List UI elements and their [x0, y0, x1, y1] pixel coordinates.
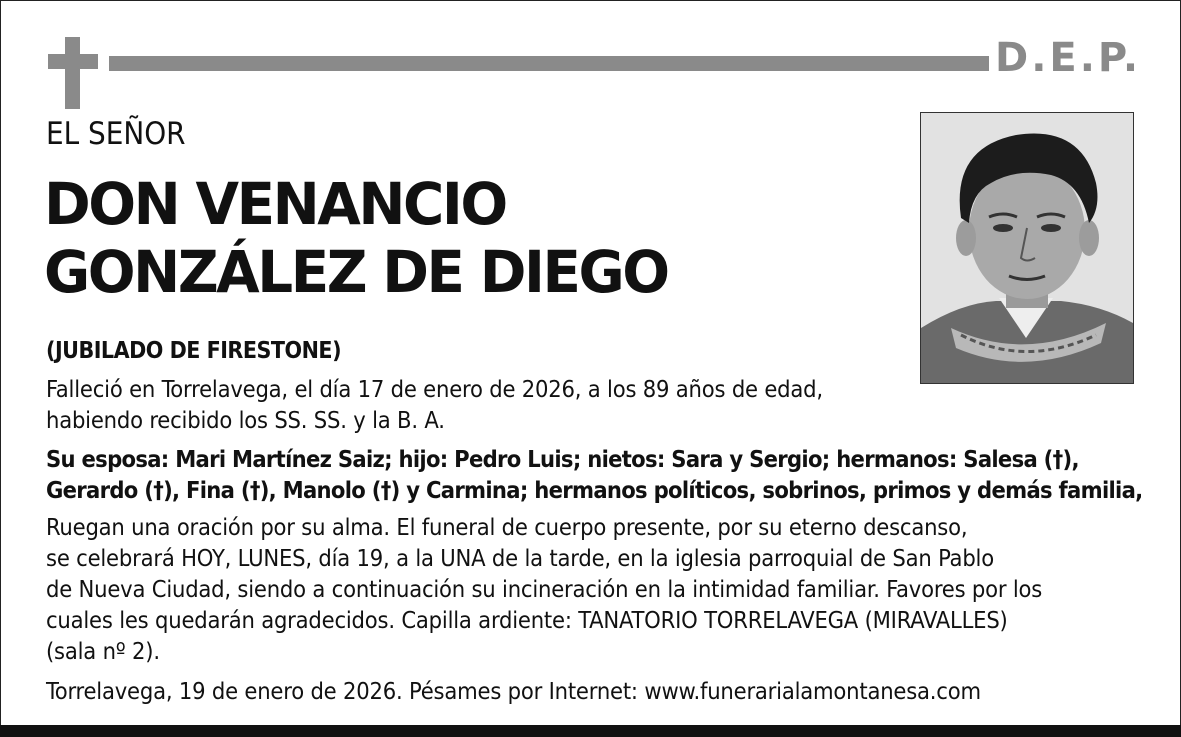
family-line-1: Su esposa: Mari Martínez Saiz; hijo: Pedro Luis; nietos: Sara y Sergio; hermanos: Salesa (†),	[46, 445, 1079, 473]
footer-line: Torrelavega, 19 de enero de 2026. Pésames por Internet: www.funerarialamontanesa.com	[46, 677, 981, 705]
portrait-image	[921, 113, 1133, 383]
bottom-rule	[0, 725, 1181, 737]
deceased-name	[44, 170, 668, 306]
header-rule	[109, 56, 989, 71]
cross-icon	[65, 37, 80, 109]
funeral-line-2: se celebrará HOY, LUNES, día 19, a la UNA de la tarde, en la iglesia parroquial de San Pablo	[46, 544, 994, 572]
family-list	[46, 444, 1156, 506]
name-line-2: GONZÁLEZ DE DIEGO	[44, 238, 668, 306]
funeral-line-4: cuales les quedarán agradecidos. Capilla ardiente: TANATORIO TORRELAVEGA (MIRAVALLES)	[46, 606, 1008, 634]
death-statement	[46, 374, 906, 436]
honorific-title: EL SEÑOR	[46, 116, 186, 152]
occupation: (JUBILADO DE FIRESTONE)	[46, 338, 342, 364]
funeral-line-5: (sala nº 2).	[46, 637, 160, 665]
funeral-details	[46, 512, 1156, 667]
name-line-1: DON VENANCIO	[44, 170, 506, 238]
cross-icon-bar	[48, 54, 98, 69]
family-line-2: Gerardo (†), Fina (†), Manolo (†) y Carmina; hermanos políticos, sobrinos, primos y demás familia,	[46, 476, 1143, 504]
funeral-line-1: Ruegan una oración por su alma. El funeral de cuerpo presente, por su eterno descanso,	[46, 513, 968, 541]
death-line-2: habiendo recibido los SS. SS. y la B. A.	[46, 406, 445, 434]
portrait-photo	[920, 112, 1134, 384]
death-line-1: Falleció en Torrelavega, el día 17 de enero de 2026, a los 89 años de edad,	[46, 375, 823, 403]
funeral-line-3: de Nueva Ciudad, siendo a continuación su incineración en la intimidad familiar. Favores por los	[46, 575, 1043, 603]
dep-label: D.E.P.	[995, 35, 1142, 81]
